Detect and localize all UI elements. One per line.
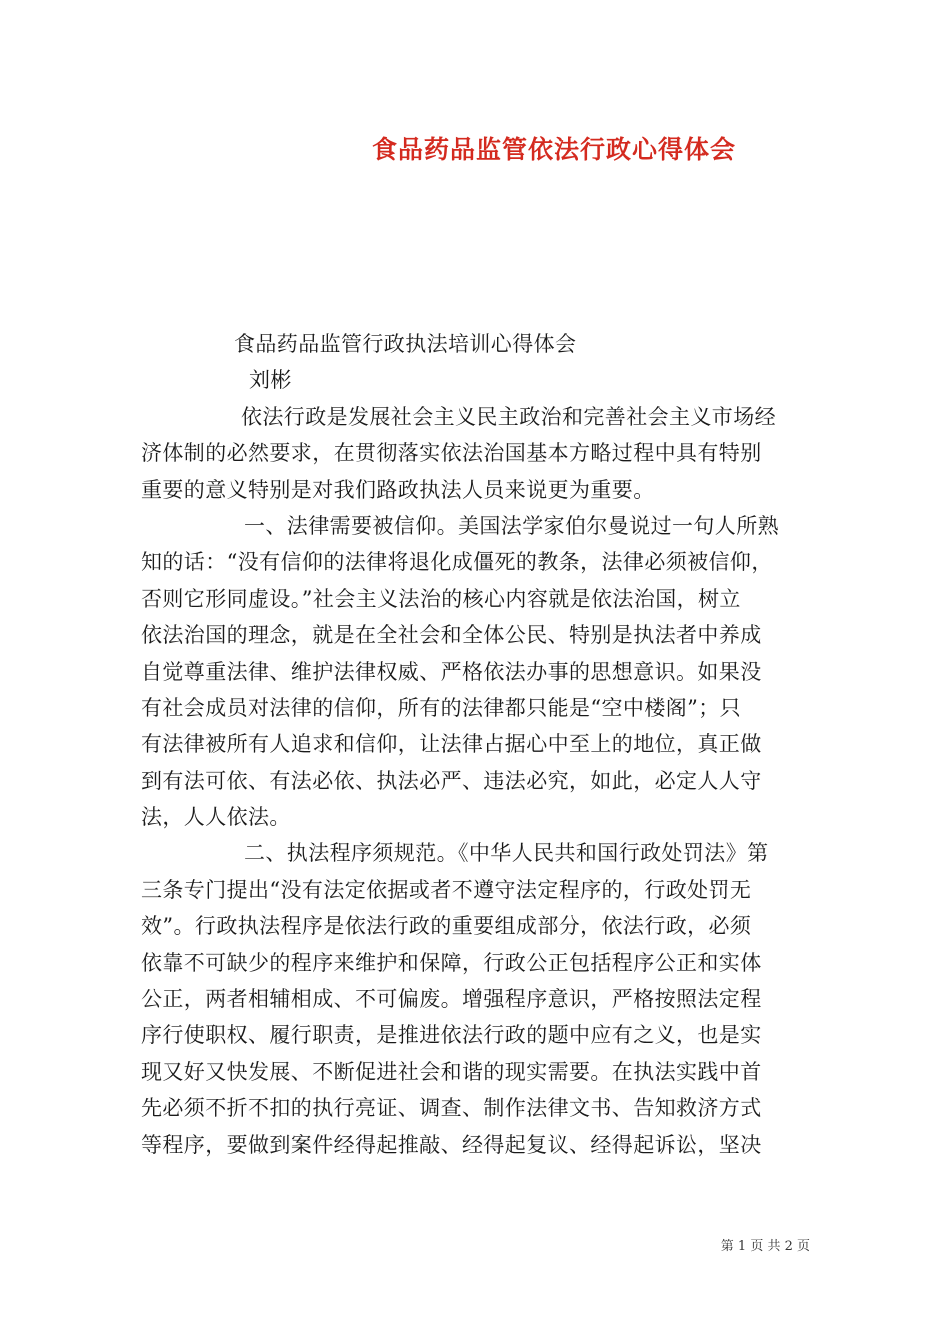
section-2-paragraph	[141, 835, 811, 1163]
paragraph-line: 到有法可依、有法必依、执法必严、违法必究，如此，必定人人守	[141, 768, 762, 793]
paragraph-line: 先必须不折不扣的执行亮证、调查、制作法律文书、告知救济方式	[141, 1096, 762, 1121]
paragraph-line: 否则它形同虚设。”社会主义法治的核心内容就是依法治国，树立	[141, 586, 741, 611]
paragraph-line: 自觉尊重法律、维护法律权威、严格依法办事的思想意识。如果没	[141, 659, 762, 684]
paragraph-line: 依法治国的理念，就是在全社会和全体公民、特别是执法者中养成	[141, 623, 762, 648]
paragraph-line: 依靠不可缺少的程序来维护和保障，行政公正包括程序公正和实体	[141, 950, 762, 975]
paragraph-line: 效”。行政执法程序是依法行政的重要组成部分，依法行政，必须	[141, 914, 752, 939]
page-footer: 第 1 页 共 2 页	[720, 1239, 810, 1254]
paragraph-line: 法，人人依法。	[141, 805, 291, 830]
paragraph-line: 二、执法程序须规范。《中华人民共和国行政处罚法》第	[244, 841, 769, 866]
paragraph-line: 知的话：“没有信仰的法律将退化成僵死的教条，法律必须被信仰，	[141, 550, 773, 575]
intro-paragraph	[141, 399, 811, 508]
document-title: 食品药品监管依法行政心得体会	[372, 135, 737, 164]
document-subtitle: 食品药品监管行政执法培训心得体会	[234, 332, 577, 356]
paragraph-line: 一、法律需要被信仰。美国法学家伯尔曼说过一句人所熟	[244, 513, 779, 538]
paragraph-line: 序行使职权、履行职责，是推进依法行政的题中应有之义，也是实	[141, 1023, 762, 1048]
document-body	[141, 326, 811, 1163]
section-1-paragraph	[141, 508, 811, 836]
paragraph-line: 等程序，要做到案件经得起推敲、经得起复议、经得起诉讼，坚决	[141, 1132, 762, 1157]
paragraph-line: 重要的意义特别是对我们路政执法人员来说更为重要。	[141, 477, 655, 502]
paragraph-line: 三条专门提出“没有法定依据或者不遵守法定程序的，行政处罚无	[141, 877, 752, 902]
paragraph-line: 依法行政是发展社会主义民主政治和完善社会主义市场经	[241, 404, 776, 429]
paragraph-line: 公正，两者相辅相成、不可偏废。增强程序意识，严格按照法定程	[141, 987, 762, 1012]
paragraph-line: 有法律被所有人追求和信仰，让法律占据心中至上的地位，真正做	[141, 732, 762, 757]
paragraph-line: 现又好又快发展、不断促进社会和谐的现实需要。在执法实践中首	[141, 1059, 762, 1084]
document-author: 刘彬	[249, 368, 292, 393]
paragraph-line: 有社会成员对法律的信仰，所有的法律都只能是“空中楼阁”；只	[141, 695, 742, 720]
paragraph-line: 济体制的必然要求，在贯彻落实依法治国基本方略过程中具有特别	[141, 441, 762, 466]
